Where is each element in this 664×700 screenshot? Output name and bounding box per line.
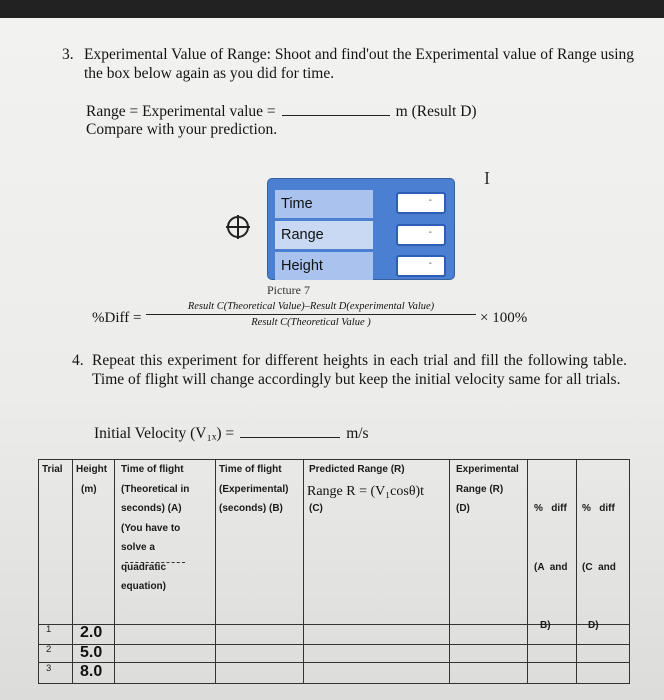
header-diff-ab: % diff (A and B) — [534, 503, 568, 631]
range-result-line — [86, 101, 477, 121]
item-4-text: Repeat this experiment for different heights in each trial and fill the following table. Time of flight will change accordingly but keep the initial velocity same for all trials. — [92, 352, 627, 388]
compare-line: Compare with your prediction. — [86, 121, 278, 138]
initial-velocity-prefix: Initial Velocity (V₁ₓ) = — [94, 425, 235, 442]
header-predicted-c: (C) — [309, 503, 323, 514]
dashed-line — [125, 562, 185, 563]
range-label: Range — [275, 221, 373, 249]
fraction-numerator: Result C(Theoretical Value)–Result D(experimental Value) — [146, 301, 476, 315]
time-label: Time — [275, 190, 373, 218]
picture-caption: Picture 7 — [267, 283, 310, 297]
top-bar — [0, 0, 664, 18]
time-field[interactable] — [396, 192, 446, 214]
height-label: Height — [275, 252, 373, 280]
range-prefix: Range = Experimental value = — [86, 103, 276, 120]
item-4-number: 4. — [72, 352, 84, 369]
document-page — [0, 18, 664, 700]
results-table — [38, 459, 630, 684]
initial-velocity-line — [94, 423, 369, 443]
header-time-theoretical: Time of flight (Theoretical in seconds) (A) (You have to solve a quadratic equation) — [121, 464, 190, 592]
initial-velocity-blank — [240, 423, 340, 438]
height-field[interactable] — [396, 255, 446, 277]
header-time-experimental: Time of flight (Experimental) (seconds) (B) — [219, 464, 289, 514]
header-experimental-range: Experimental Range (R) (D) — [456, 464, 519, 514]
table-row-height: 5.0 — [80, 644, 103, 661]
range-blank — [282, 101, 390, 116]
item-3-text: Experimental Value of Range: Shoot and find'out the Experimental value of Range using the box below again as you did for time. — [84, 46, 635, 82]
percent-diff-fraction — [146, 301, 476, 328]
text-cursor-icon: I — [484, 168, 490, 188]
table-row-height: 8.0 — [80, 663, 103, 680]
percent-multiplier: × 100% — [480, 310, 528, 326]
table-row-trial: 3 — [46, 663, 52, 674]
range-field[interactable] — [396, 224, 446, 246]
table-row-trial: 2 — [46, 644, 52, 655]
item-3-number: 3. — [62, 46, 74, 63]
fraction-denominator: Result C(Theoretical Value ) — [251, 317, 371, 328]
header-predicted-range: Predicted Range (R) — [309, 464, 405, 475]
range-formula: Range R = (V₁cosθ)t — [307, 484, 425, 499]
range-suffix: m (Result D) — [395, 103, 477, 120]
crosshair-icon — [225, 214, 251, 240]
initial-velocity-unit: m/s — [346, 425, 369, 442]
header-height: Height (m) — [76, 464, 108, 495]
header-diff-cd: % diff (C and D) — [582, 503, 616, 631]
table-row-trial: 1 — [46, 624, 52, 635]
measurement-panel — [267, 178, 455, 280]
percent-diff-label: %Diff = — [92, 310, 142, 326]
picture-7-panel — [225, 178, 453, 278]
table-row-height: 2.0 — [80, 624, 103, 641]
header-trial: Trial — [42, 464, 63, 475]
